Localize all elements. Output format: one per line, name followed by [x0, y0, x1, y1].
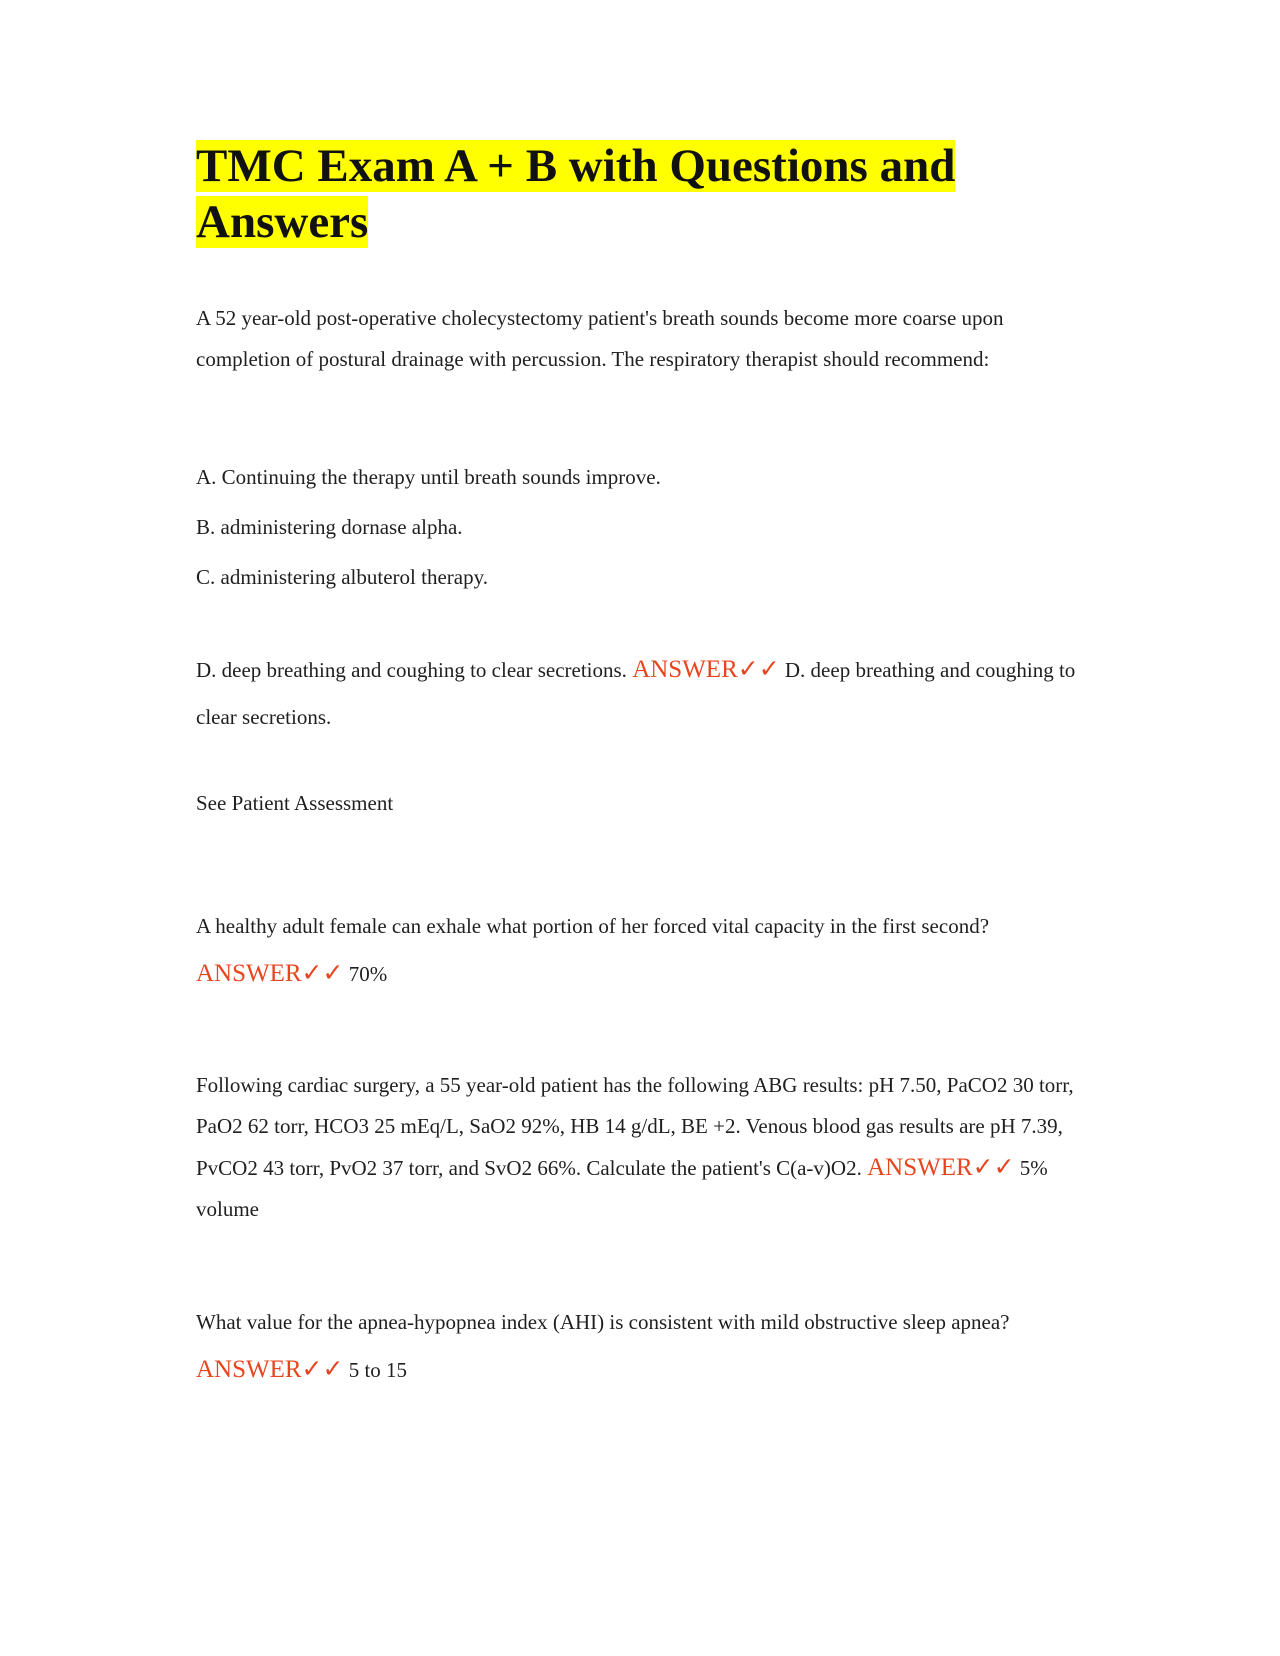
answer-label: ANSWER✓✓: [867, 1154, 1015, 1181]
question-3: [196, 1065, 1076, 1230]
see-patient-assessment: See Patient Assessment: [196, 791, 394, 815]
answer-label: ANSWER✓✓: [196, 1356, 344, 1383]
question-1-option-c: C. administering albuterol therapy.: [196, 565, 488, 589]
document-title: [196, 138, 976, 250]
question-4: [196, 1298, 1076, 1394]
question-4-text: What value for the apnea-hypopnea index (AHI) is consistent with mild obstructive sleep apnea?: [196, 1310, 1010, 1334]
answer-label: ANSWER✓✓: [196, 960, 344, 987]
answer-label: ANSWER✓✓: [632, 656, 780, 683]
question-3-answer: 5% volume: [196, 1156, 1048, 1221]
question-1-option-a: A. Continuing the therapy until breath sounds improve.: [196, 465, 661, 489]
question-1-answer: D. deep breathing and coughing to clear secretions.: [196, 658, 1076, 729]
question-2-answer: 70%: [348, 962, 388, 986]
question-2: [196, 903, 1076, 998]
question-1-option-b: B. administering dornase alpha.: [196, 515, 463, 539]
question-3-text: Following cardiac surgery, a 55 year-old patient has the following ABG results: pH 7.50, PaCO2 30 torr, PaO2 62 torr, HCO3 25 mEq/L, SaO2 92%, HB 14 g/dL, BE +2. Venous blood gas results are pH 7.39, PvCO2 43 torr, PvO2 37 torr, and SvO2 66%. Calculate the patient's C(a-v)O2.: [196, 1073, 1074, 1180]
title-highlight: TMC Exam A + B with Questions and Answers: [196, 140, 956, 248]
question-4-answer: 5 to 15: [348, 1358, 408, 1382]
document-page: [196, 138, 1076, 1383]
question-1-option-d: D. deep breathing and coughing to clear secretions.: [196, 658, 627, 682]
question-1-option-d-with-answer: [196, 646, 1076, 741]
question-1-text: A 52 year-old post-operative cholecystectomy patient's breath sounds become more coarse upon completion of postural drainage with percussion. The respiratory therapist should recommend:: [196, 306, 1004, 371]
question-2-text: A healthy adult female can exhale what portion of her forced vital capacity in the first second?: [196, 914, 990, 938]
